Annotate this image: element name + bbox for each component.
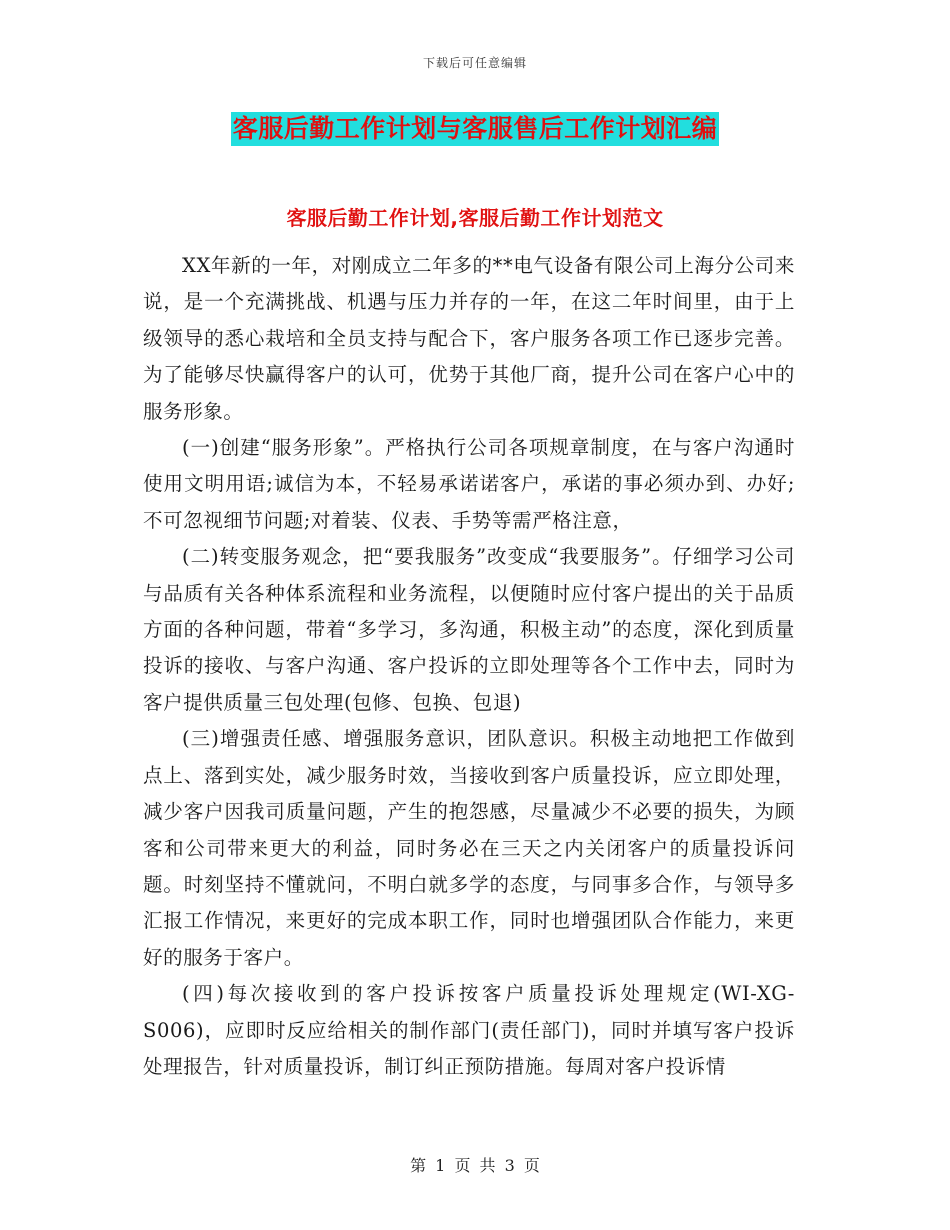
page-footer: 第 1 页 共 3 页 [410,1156,540,1175]
main-title: 客服后勤工作计划与客服售后工作计划汇编 [231,112,720,146]
header-note: 下载后可任意编辑 [422,56,527,70]
paragraph-item-2: (二)转变服务观念，把“要我服务”改变成“我要服务”。仔细学习公司与品质有关各种体系流程和业务流程，以便随时应付客户提出的关于品质方面的各种问题，带着“多学习，多沟通，积极主动”的态度，深化到质量投诉的接收、与客户沟通、客户投诉的立即处理等各个工作中去，同时为客户提供质量三包处理(包修、包换、包退) [143,545,795,714]
sub-title: 客服后勤工作计划,客服后勤工作计划范文 [286,206,664,230]
paragraph-item-3: (三)增强责任感、增强服务意识，团队意识。积极主动地把工作做到点上、落到实处，减少服务时效，当接收到客户质量投诉，应立即处理，减少客户因我司质量问题，产生的抱怨感，尽量减少不必要的损失，为顾客和公司带来更大的利益，同时务必在三天之内关闭客户的质量投诉问题。时刻坚持不懂就问，不明白就多学的态度，与同事多合作，与领导多汇报工作情况，来更好的完成本职工作，同时也增强团队合作能力，来更好的服务于客户。 [143,727,795,969]
paragraph-item-4: (四)每次接收到的客户投诉按客户质量投诉处理规定(WI-XG-S006)，应即时反应给相关的制作部门(责任部门)，同时并填写客户投诉处理报告，针对质量投诉，制订纠正预防措施。每周对客户投诉情 [143,982,795,1078]
paragraph-item-1: (一)创建“服务形象”。严格执行公司各项规章制度，在与客户沟通时使用文明用语;诚信为本，不轻易承诺诺客户，承诺的事必须办到、办好;不可忽视细节问题;对着装、仪表、手势等需严格注意， [143,436,795,532]
body-text [143,248,795,1085]
main-title-wrap [0,112,950,146]
paragraph-intro: XX年新的一年，对刚成立二年多的**电气设备有限公司上海分公司来说，是一个充满挑战、机遇与压力并存的一年，在这二年时间里，由于上级领导的悉心栽培和全员支持与配合下，客户服务各项工作已逐步完善。为了能够尽快赢得客户的认可，优势于其他厂商，提升公司在客户心中的服务形象。 [143,254,795,423]
